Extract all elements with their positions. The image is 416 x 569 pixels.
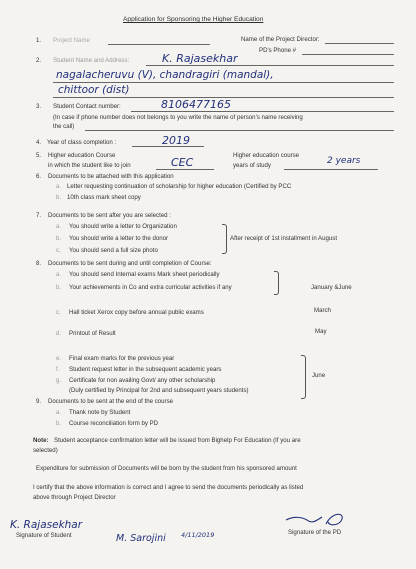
- year-completion-value: 2019: [162, 134, 190, 147]
- after-selection-a: You should write a letter to Organization: [69, 223, 177, 230]
- during-course-mark-e: e.: [56, 355, 62, 362]
- item-8-number: 8.: [36, 260, 42, 267]
- course-years-label: Higher education course: [233, 152, 300, 159]
- during-course-c: Hall ticket Xerox copy before annual public exams: [69, 309, 204, 316]
- during-course-g-note: (Duly certified by Principal for 2nd and subsequent years students): [69, 387, 249, 394]
- after-selection-mark-b: b.: [56, 235, 62, 242]
- years-of-study-line: [284, 169, 378, 170]
- item-7-number: 7.: [36, 212, 42, 219]
- pd-signature-label: Signature of the PD: [288, 529, 342, 536]
- time-jan-june: January &June: [311, 284, 352, 291]
- attach-doc-mark-b: b.: [56, 194, 62, 201]
- during-course-a: You should send Internal exams Mark sheet periodically: [69, 271, 220, 278]
- project-director-label: Name of the Project Director:: [241, 36, 320, 43]
- contact-note-line-2: the call): [53, 123, 75, 130]
- attach-docs-label: Documents to be attached with this application: [48, 173, 174, 180]
- expenditure-note: Expenditure for submission of Documents will be born by the student from his sponsored amount: [36, 465, 297, 472]
- course-line: [156, 169, 214, 170]
- note-lead: Note:: [33, 437, 49, 444]
- attach-doc-mark-a: a.: [56, 183, 62, 190]
- course-value: CEC: [171, 156, 194, 169]
- during-course-f: Student request letter in the subsequent academic years: [69, 366, 222, 373]
- attach-doc-b: 10th class mark sheet copy: [67, 194, 141, 201]
- during-course-mark-a: a.: [56, 271, 62, 278]
- during-course-mark-c: c.: [56, 309, 61, 316]
- installment-timing: After receipt of 1st installment in August: [230, 235, 338, 242]
- during-course-mark-f: f.: [56, 366, 60, 373]
- item-3-number: 3.: [36, 103, 42, 110]
- june-brace: [301, 355, 306, 399]
- time-march: March: [314, 307, 331, 314]
- student-name-line: [146, 65, 394, 66]
- item-5-number: 5.: [36, 152, 42, 159]
- student-signature: K. Rajasekhar: [10, 519, 83, 531]
- student-name-address-label: Student Name and Address:: [53, 57, 130, 64]
- item-9-number: 9.: [36, 398, 42, 405]
- witness-signature: M. Sarojini: [116, 533, 166, 544]
- end-course-mark-a: a.: [56, 409, 62, 416]
- pd-phone-line: [302, 54, 394, 55]
- student-signature-label: Signature of Student: [16, 532, 72, 539]
- address-rule-1: [53, 82, 394, 83]
- during-course-g: Certificate for non availing Govt/ any other scholarship: [69, 377, 216, 384]
- end-course-a: Thank note by Student: [69, 409, 131, 416]
- item-2-number: 2.: [36, 57, 42, 64]
- pd-phone-label: PD's Phone #: [259, 47, 297, 54]
- contact-note-line-1: (In case if phone number does not belongs to you write the name of person's name receiving: [53, 114, 303, 121]
- year-completion-label: Year of class completion :: [47, 139, 117, 146]
- contact-number-line: [131, 111, 394, 112]
- course-sublabel: in which the student like to join: [48, 162, 131, 169]
- note-line-2: selected): [33, 447, 58, 454]
- form-title: Application for Sponsoring the Higher Education: [123, 16, 264, 23]
- after-selection-b: You should write a letter to the donor: [69, 235, 169, 242]
- certify-line-1: I certify that the above information is correct and I agree to send the documents periodically as listed: [33, 484, 304, 491]
- contact-number-label: Student Contact number:: [53, 103, 121, 110]
- after-selection-label: Documents to be sent after you are selected :: [48, 212, 171, 219]
- during-course-b: Your achievements in Co and extra curricular activities if any: [69, 284, 232, 291]
- item-6-number: 6.: [36, 173, 42, 180]
- during-course-label: Documents to be sent during and until completion of Course:: [48, 260, 212, 267]
- item-4-number: 4.: [36, 139, 42, 146]
- jan-june-brace: [274, 271, 279, 295]
- after-selection-mark-a: a.: [56, 223, 62, 230]
- address-line-1: nagalacheruvu (V), chandragiri (mandal),: [56, 69, 274, 81]
- years-of-study-label: years of study: [233, 162, 271, 169]
- installment-brace: [222, 224, 227, 254]
- years-of-study-value: 2 years: [327, 156, 361, 166]
- course-label: Higher education Course: [48, 152, 116, 159]
- time-may: May: [315, 328, 327, 335]
- after-selection-mark-c: c.: [56, 247, 61, 254]
- during-course-mark-g: g.: [56, 377, 62, 384]
- end-course-b: Course reconciliation form by PD: [69, 420, 159, 427]
- project-director-line: [325, 43, 394, 44]
- note-line-1: Student acceptance confirmation letter will be issued from Bighelp For Education (If you are: [54, 437, 301, 444]
- certify-line-2: above through Project Director: [33, 494, 116, 501]
- project-name-label: Project Name: [53, 37, 90, 44]
- student-name-value: K. Rajasekhar: [162, 52, 238, 65]
- end-course-mark-b: b.: [56, 420, 62, 427]
- year-completion-line: [132, 146, 204, 147]
- contact-note-line: [85, 130, 394, 131]
- attach-doc-a: Letter requesting continuation of scholarship for higher education (Certified by PCC: [67, 183, 292, 190]
- project-name-line: [108, 44, 210, 45]
- end-course-label: Documents to be sent at the end of the course: [48, 398, 173, 405]
- during-course-e: Final exam marks for the previous year: [69, 355, 175, 362]
- during-course-mark-d: d.: [56, 330, 62, 337]
- contact-number-value: 8106477165: [161, 98, 231, 111]
- address-line-2: chittoor (dist): [58, 84, 130, 96]
- after-selection-c: You should send a full size photo: [69, 247, 158, 254]
- during-course-mark-b: b.: [56, 284, 62, 291]
- during-course-d: Printout of Result: [69, 330, 116, 337]
- time-june: June: [312, 372, 326, 379]
- item-1-number: 1.: [36, 37, 42, 44]
- signature-date: 4/11/2019: [181, 531, 215, 539]
